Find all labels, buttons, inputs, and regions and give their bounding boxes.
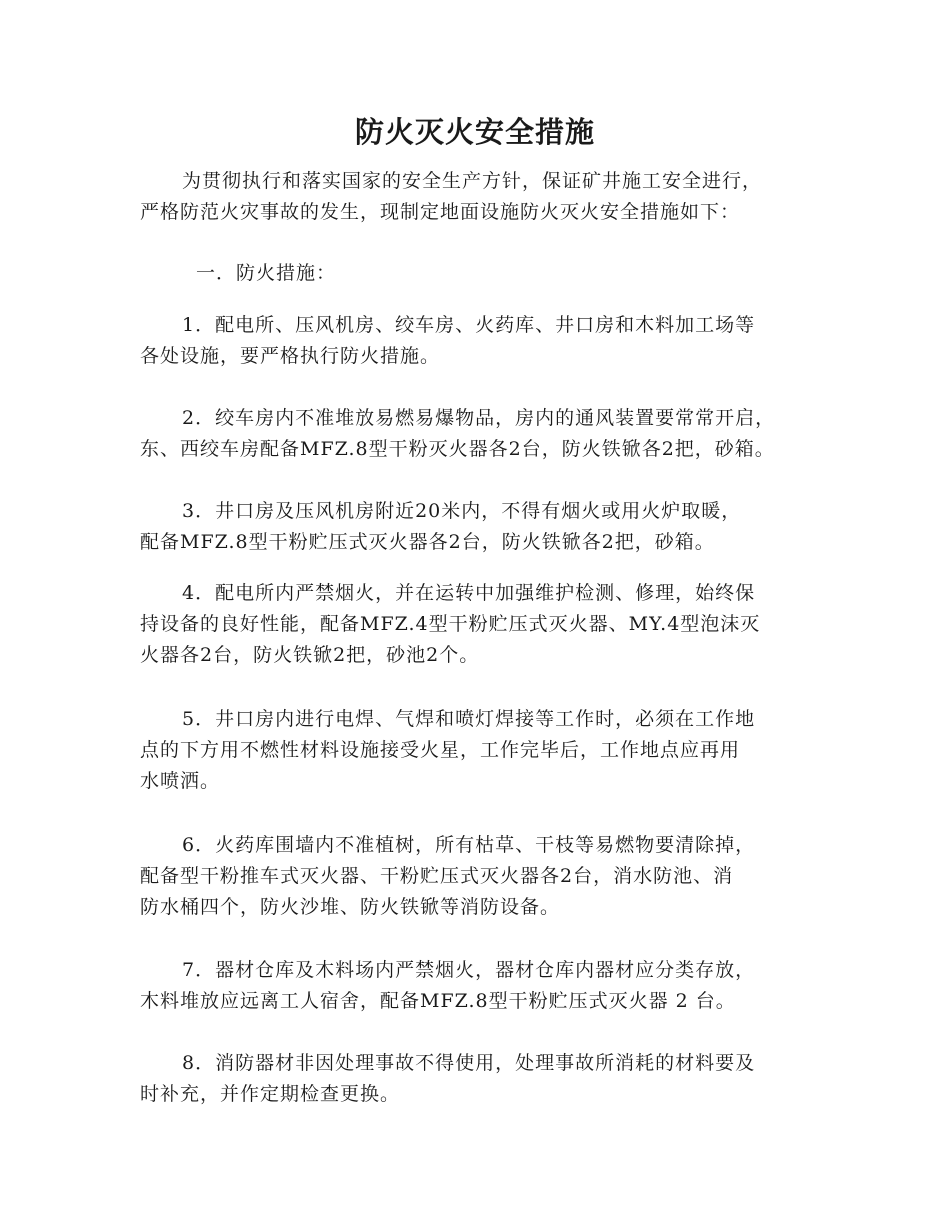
list-item (140, 1048, 810, 1110)
section-heading: 一．防火措施： (196, 262, 337, 284)
list-item-line: 时补充，并作定期检查更换。 (140, 1083, 401, 1105)
list-item (140, 578, 810, 671)
list-item (140, 704, 810, 797)
list-item-line: 东、西绞车房配备MFZ.8型干粉灭火器各2台，防火铁锨各2把，砂箱。 (140, 438, 775, 460)
intro-paragraph (140, 166, 810, 228)
list-item (140, 496, 810, 558)
list-item-line: 7．器材仓库及木料场内严禁烟火，器材仓库内器材应分类存放， (182, 959, 756, 981)
list-item-line: 持设备的良好性能，配备MFZ.4型干粉贮压式灭火器、MY.4型泡沫灭 (140, 613, 761, 635)
list-item-line: 6．火药库围墙内不准植树，所有枯草、干枝等易燃物要清除掉， (182, 834, 756, 856)
list-item (140, 310, 810, 372)
list-item-line: 火器各2台，防火铁锨2把，砂池2个。 (140, 644, 480, 666)
list-item-line: 各处设施，要严格执行防火措施。 (140, 345, 441, 367)
list-item-line: 8．消防器材非因处理事故不得使用，处理事故所消耗的材料要及 (182, 1052, 756, 1074)
intro-line: 为贯彻执行和落实国家的安全生产方针，保证矿井施工安全进行， (182, 170, 763, 192)
list-item-line: 配备型干粉推车式灭火器、干粉贮压式灭火器各2台，消水防池、消 (140, 865, 734, 887)
list-item-line: 防水桶四个，防火沙堆、防火铁锨等消防设备。 (140, 896, 561, 918)
list-item-line: 5．井口房内进行电焊、气焊和喷灯焊接等工作时，必须在工作地 (182, 708, 756, 730)
list-item-line: 木料堆放应远离工人宿舍，配备MFZ.8型干粉贮压式灭火器 2 台。 (140, 990, 736, 1012)
list-item-line: 2．绞车房内不准堆放易燃易爆物品，房内的通风装置要常常开启， (182, 407, 776, 429)
list-item-line: 1．配电所、压风机房、绞车房、火药库、井口房和木料加工场等 (182, 314, 756, 336)
list-item (140, 830, 810, 923)
intro-line: 严格防范火灾事故的发生，现制定地面设施防火灭火安全措施如下： (140, 201, 741, 223)
list-item-line: 配备MFZ.8型干粉贮压式灭火器各2台，防火铁锨各2把，砂箱。 (140, 531, 715, 553)
list-item-line: 点的下方用不燃性材料设施接受火星，工作完毕后，工作地点应再用 (140, 739, 741, 761)
list-item-line: 水喷洒。 (140, 770, 221, 792)
list-item-line: 4．配电所内严禁烟火，并在运转中加强维护检测、修理，始终保 (182, 582, 756, 604)
list-item-line: 3．井口房及压风机房附近20米内，不得有烟火或用火炉取暖， (182, 500, 742, 522)
page-title: 防火灭火安全措施 (354, 115, 595, 149)
list-item (140, 955, 810, 1017)
list-item (140, 403, 810, 465)
